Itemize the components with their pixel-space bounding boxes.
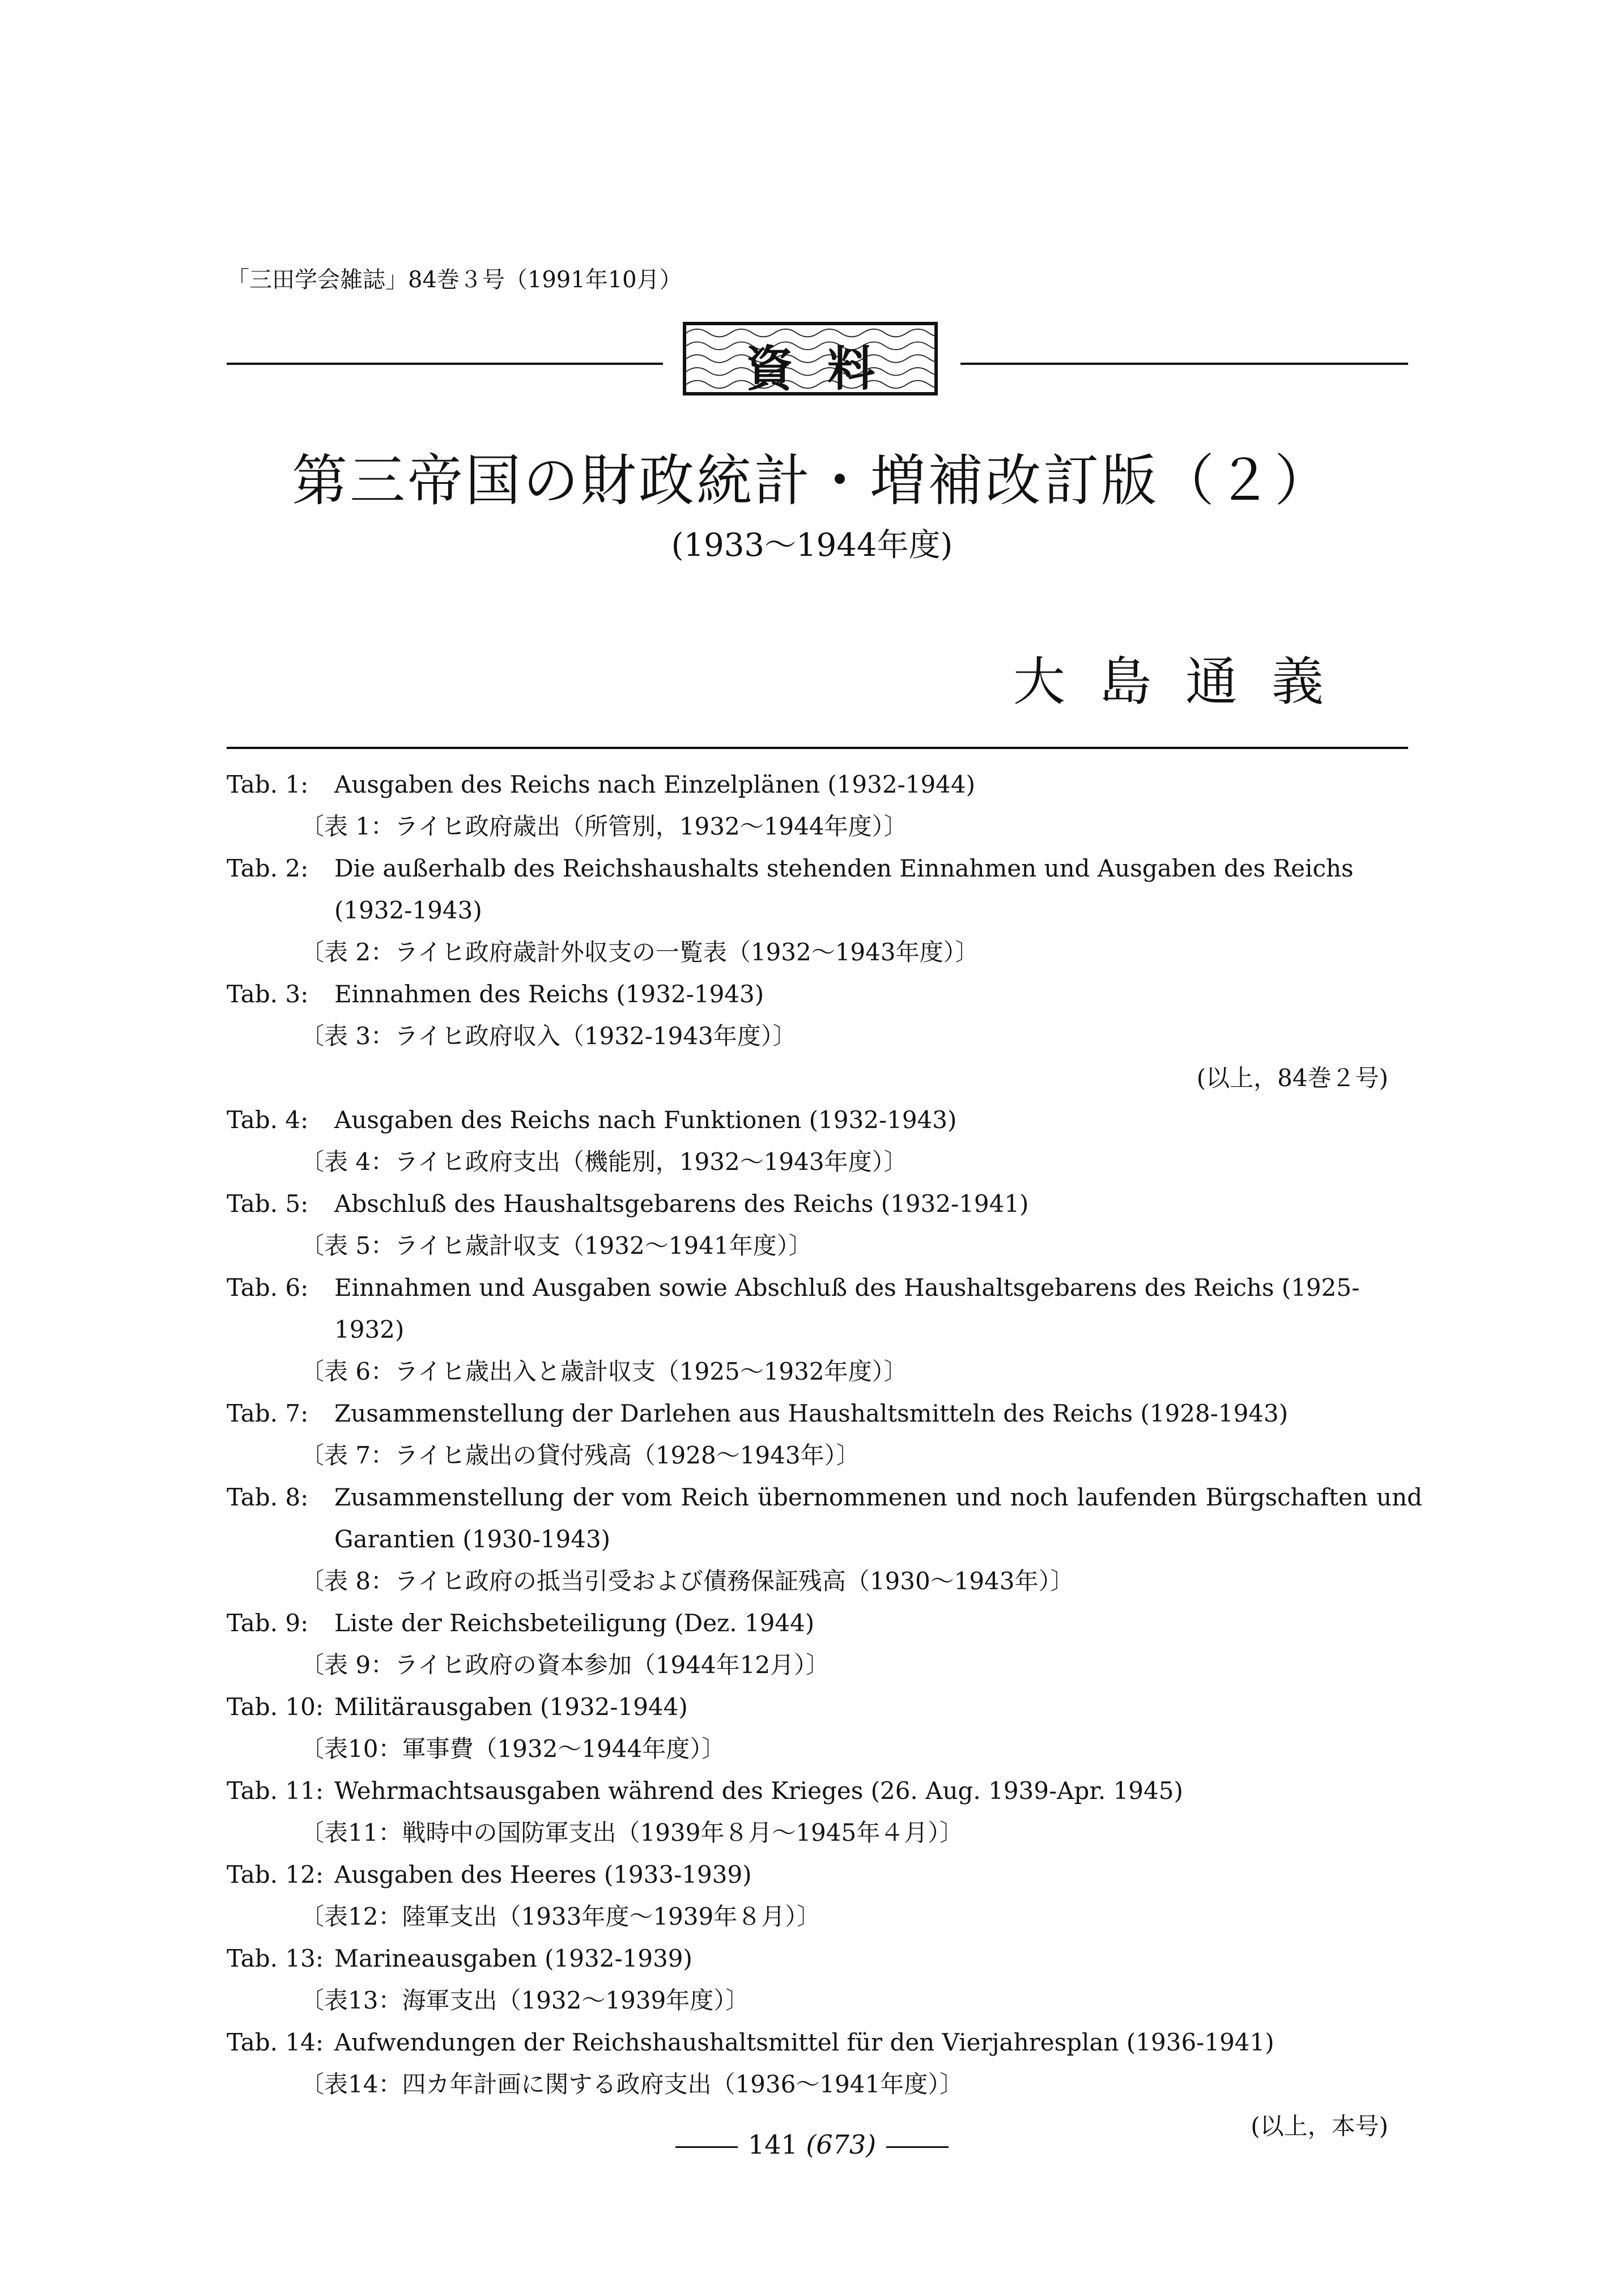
toc-entry-1 — [227, 764, 1422, 848]
toc-entry-12 — [227, 1854, 1422, 1938]
toc-number: Tab. 13: — [227, 1945, 324, 1972]
issue-note-current: (以上，本号) — [1251, 2112, 1388, 2140]
toc-title-de: Liste der Reichsbeteiligung (Dez. 1944) — [334, 1609, 815, 1637]
toc-title-de: Aufwendungen der Reichshaushaltsmittel für den Vierjahresplan (1936-1941) — [334, 2028, 1274, 2056]
toc-title-de: Die außerhalb des Reichshaushalts stehenden Einnahmen und Ausgaben des Reichs (1932-1943) — [334, 854, 1354, 924]
toc-title-jp: 〔表 1：ライヒ政府歳出（所管別，1932〜1944年度）〕 — [300, 812, 908, 840]
toc-entry-4 — [227, 1099, 1422, 1183]
toc-entry-3 — [227, 973, 1422, 1057]
page-number-alt: (673) — [806, 2129, 877, 2160]
toc-title-de: Ausgaben des Reichs nach Funktionen (1932-1943) — [334, 1106, 957, 1134]
toc-title-de: Zusammenstellung der Darlehen aus Haushaltsmitteln des Reichs (1928-1943) — [334, 1399, 1289, 1427]
toc-title-de: Einnahmen des Reichs (1932-1943) — [334, 980, 764, 1008]
toc-title-jp: 〔表 7：ライヒ歳出の貸付残高（1928〜1943年）〕 — [300, 1441, 860, 1469]
toc-number: Tab. 1: — [227, 771, 309, 798]
toc-number: Tab. 6: — [227, 1274, 309, 1301]
toc-number: Tab. 4: — [227, 1106, 309, 1134]
header-rule-right — [960, 363, 1408, 365]
toc-title-jp: 〔表 3：ライヒ政府収入（1932-1943年度）〕 — [300, 1022, 797, 1050]
toc-entry-11 — [227, 1770, 1422, 1854]
toc-entry-7 — [227, 1393, 1422, 1477]
toc-number: Tab. 10: — [227, 1693, 324, 1721]
article-title: 第三帝国の財政統計・増補改訂版（２） — [291, 449, 1332, 513]
toc-title-de: Ausgaben des Reichs nach Einzelplänen (1932-1944) — [334, 771, 976, 798]
page-number-dash-right — [886, 2146, 949, 2148]
section-label: 資料 — [745, 341, 909, 395]
toc-entry-13 — [227, 1938, 1422, 2022]
toc-number: Tab. 14: — [227, 2028, 324, 2056]
toc-entry-8 — [227, 1477, 1422, 1602]
toc-title-jp: 〔表 5：ライヒ歳計収支（1932〜1941年度）〕 — [300, 1232, 813, 1260]
toc-number: Tab. 7: — [227, 1399, 309, 1427]
toc-title-de: Ausgaben des Heeres (1933-1939) — [334, 1861, 752, 1888]
toc-title-jp: 〔表 9：ライヒ政府の資本参加（1944年12月）〕 — [300, 1651, 830, 1679]
section-label-stamp — [683, 322, 938, 395]
issue-note-previous: (以上，84巻２号) — [1196, 1064, 1388, 1092]
page-number-dash-left — [675, 2146, 738, 2148]
toc-number: Tab. 12: — [227, 1861, 324, 1888]
toc-entry-10 — [227, 1686, 1422, 1770]
toc-number: Tab. 9: — [227, 1609, 309, 1637]
toc-title-de: Militärausgaben (1932-1944) — [334, 1693, 688, 1721]
toc-title-de-continued: Garantien (1930-1943) — [334, 1525, 611, 1553]
toc-title-jp: 〔表 6：ライヒ歳出入と歳計収支（1925〜1932年度）〕 — [300, 1358, 908, 1385]
toc-title-de: Marineausgaben (1932-1939) — [334, 1945, 692, 1972]
toc-number: Tab. 8: — [227, 1483, 309, 1511]
toc-number: Tab. 11: — [227, 1777, 324, 1805]
author-rule — [227, 747, 1408, 749]
toc-entry-2 — [227, 848, 1422, 973]
toc-entry-14 — [227, 2022, 1422, 2105]
header-rule-left — [227, 363, 663, 365]
toc-number: Tab. 5: — [227, 1190, 309, 1218]
toc-entry-9 — [227, 1602, 1422, 1686]
page-number — [0, 2129, 1624, 2160]
toc-title-jp: 〔表14：四カ年計画に関する政府支出（1936〜1941年度）〕 — [300, 2070, 964, 2098]
toc-entry-6 — [227, 1267, 1422, 1393]
toc-title-jp: 〔表 2：ライヒ政府歳計外収支の一覧表（1932〜1943年度）〕 — [300, 938, 979, 966]
toc-title-de: Zusammenstellung der vom Reich übernommenen und noch laufenden Bürgschaften und — [334, 1483, 1422, 1511]
toc-title-de: Wehrmachtsausgaben während des Krieges (26. Aug. 1939-Apr. 1945) — [334, 1777, 1183, 1805]
toc-title-jp: 〔表10：軍事費（1932〜1944年度）〕 — [300, 1735, 726, 1763]
toc-title-jp: 〔表 4：ライヒ政府支出（機能別，1932〜1943年度）〕 — [300, 1148, 908, 1176]
article-subtitle: (1933〜1944年度) — [671, 527, 953, 564]
toc-entry-5 — [227, 1183, 1422, 1267]
author-name: 大島通義 — [1013, 652, 1358, 712]
toc-number: Tab. 3: — [227, 980, 309, 1008]
page-number-value: 141 — [747, 2129, 798, 2160]
toc-title-jp: 〔表 8：ライヒ政府の抵当引受および債務保証残高（1930〜1943年）〕 — [300, 1567, 1074, 1595]
toc-title-de: Abschluß des Haushaltsgebarens des Reichs (1932-1941) — [334, 1190, 1029, 1218]
table-of-contents — [227, 764, 1422, 2147]
toc-title-jp: 〔表13：海軍支出（1932〜1939年度）〕 — [300, 1986, 750, 2014]
journal-header: 「三田学会雑誌」84巻３号（1991年10月） — [227, 267, 682, 293]
toc-title-jp: 〔表11：戦時中の国防軍支出（1939年８月〜1945年４月）〕 — [300, 1819, 964, 1847]
toc-title-de: Einnahmen und Ausgaben sowie Abschluß des Haushaltsgebarens des Reichs (1925-1932) — [334, 1274, 1360, 1343]
toc-title-jp: 〔表12：陸軍支出（1933年度〜1939年８月）〕 — [300, 1903, 821, 1930]
toc-number: Tab. 2: — [227, 854, 309, 882]
